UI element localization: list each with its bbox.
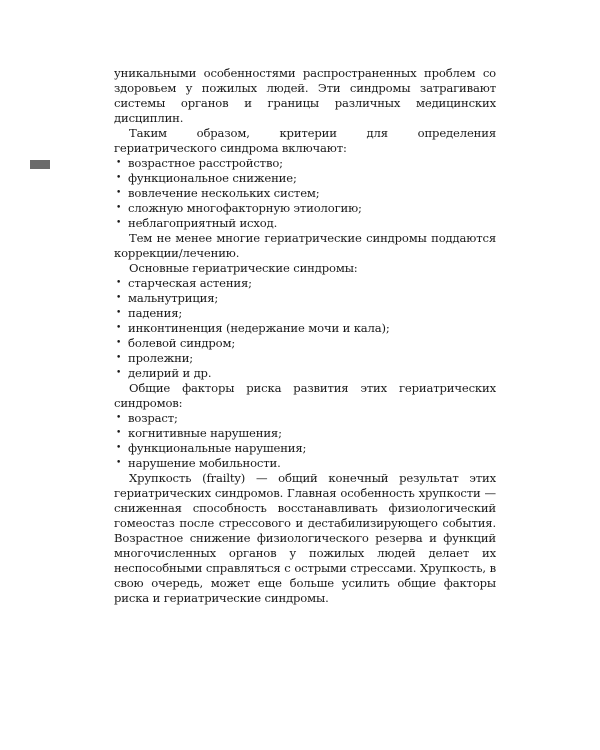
list-item: • вовлечение нескольких систем; xyxy=(114,186,496,201)
paragraph-frailty: Хрупкость (frailty) — общий конечный результат этих гериатрических синдромов. Главная особенность хрупкости — сниженная способность восстанавливать физиологический гомеостаз после стрессового и дестабилизирующего события. Возрастное снижение физиологического резерва и функций многочисленных органов у пожилых людей делает их неспособными справляться с острыми стрессами. Хрупкость, в свою очередь, может еще больше усилить общие факторы риска и гериатрические синдромы. xyxy=(114,471,496,605)
paragraph-criteria-intro: Таким образом, критерии для определения гериатрического синдрома включают: xyxy=(114,126,496,155)
list-item: • функциональное снижение; xyxy=(114,171,496,186)
page-marker xyxy=(30,160,50,169)
list-item: • сложную многофакторную этиологию; xyxy=(114,201,496,216)
list-item: • инконтиненция (недержание мочи и кала); xyxy=(114,321,496,336)
list-item: • когнитивные нарушения; xyxy=(114,426,496,441)
list-item: • нарушение мобильности. xyxy=(114,456,496,471)
paragraph-continuation: уникальными особенностями распространенных проблем со здоровьем у пожилых людей. Эти синдромы затрагивают системы органов и границы различных медицинских дисциплин. xyxy=(114,66,496,125)
list-item: • старческая астения; xyxy=(114,276,496,291)
paragraph-correction: Тем не менее многие гериатрические синдромы поддаются коррекции/лечению. xyxy=(114,231,496,260)
syndromes-list xyxy=(114,276,496,381)
paragraph-syndromes-intro: Основные гериатрические синдромы: xyxy=(129,261,358,275)
risk-factors-list xyxy=(114,411,496,471)
list-item: • возраст; xyxy=(114,411,496,426)
paragraph-risk-intro: Общие факторы риска развития этих гериатрических синдромов: xyxy=(114,381,496,410)
list-item: • возрастное расстройство; xyxy=(114,156,496,171)
list-item: • делирий и др. xyxy=(114,366,496,381)
list-item: • функциональные нарушения; xyxy=(114,441,496,456)
list-item: • болевой синдром; xyxy=(114,336,496,351)
list-item: • пролежни; xyxy=(114,351,496,366)
criteria-list xyxy=(114,156,496,231)
list-item: • мальнутриция; xyxy=(114,291,496,306)
body-text xyxy=(114,66,496,606)
list-item: • неблагоприятный исход. xyxy=(114,216,496,231)
list-item: • падения; xyxy=(114,306,496,321)
